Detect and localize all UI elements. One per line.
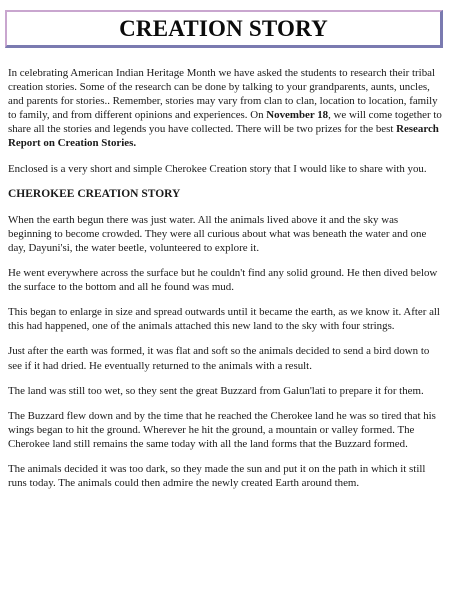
section-heading: CHEROKEE CREATION STORY xyxy=(8,187,181,200)
document-body xyxy=(8,66,444,501)
intro-paragraph xyxy=(8,66,444,151)
story-paragraph-1: When the earth begun there was just water. All the animals lived above it and the sky was beginning to become crowded. They were all curious about what was beneath the water and one day, Dayuni'si, the water beetle, volunteered to explore it. xyxy=(8,213,427,254)
event-date: November 18 xyxy=(266,109,329,122)
intro-text-2: , we will come together to share all the stories and legends you have collected. There will be two prizes for the best xyxy=(8,109,442,136)
page-title: CREATION STORY xyxy=(119,16,328,41)
prize-title: Research Report on Creation Stories. xyxy=(8,123,439,150)
title-box xyxy=(5,10,443,48)
story-paragraph-4: Just after the earth was formed, it was flat and soft so the animals decided to send a bird down to see if it had dried. He eventually returned to the animals with a result. xyxy=(8,345,430,372)
intro-text-1: In celebrating American Indian Heritage Month we have asked the students to research their tribal creation stories. Some of the research can be done by talking to your grandparents, aunts, uncles, and parents for stories.. Remember, stories may vary from clan to clan, location to location, family to family, and from different opinions and experiences. On xyxy=(8,67,438,122)
story-paragraph-3: This began to enlarge in size and spread outwards until it became the earth, as we know it. After all this had happened, one of the animals attached this new land to the sky with four strings. xyxy=(8,306,440,333)
enclosed-paragraph: Enclosed is a very short and simple Cherokee Creation story that I would like to share with you. xyxy=(8,162,427,175)
story-paragraph-7: The animals decided it was too dark, so they made the sun and put it on the path in which it still runs today. The animals could then admire the newly created Earth around them. xyxy=(8,462,426,490)
story-paragraph-6: The Buzzard flew down and by the time that he reached the Cherokee land he was so tired that his wings began to hit the ground. Wherever he hit the ground, a mountain or valley formed. The Cherokee land still remains the same today with all the land forms that the Buzzard formed. xyxy=(8,409,436,450)
story-paragraph-5: The land was still too wet, so they sent the great Buzzard from Galun'lati to prepare it for them. xyxy=(8,384,424,397)
story-paragraph-2: He went everywhere across the surface but he couldn't find any solid ground. He then dived below the surface to the bottom and all he found was mud. xyxy=(8,267,438,294)
